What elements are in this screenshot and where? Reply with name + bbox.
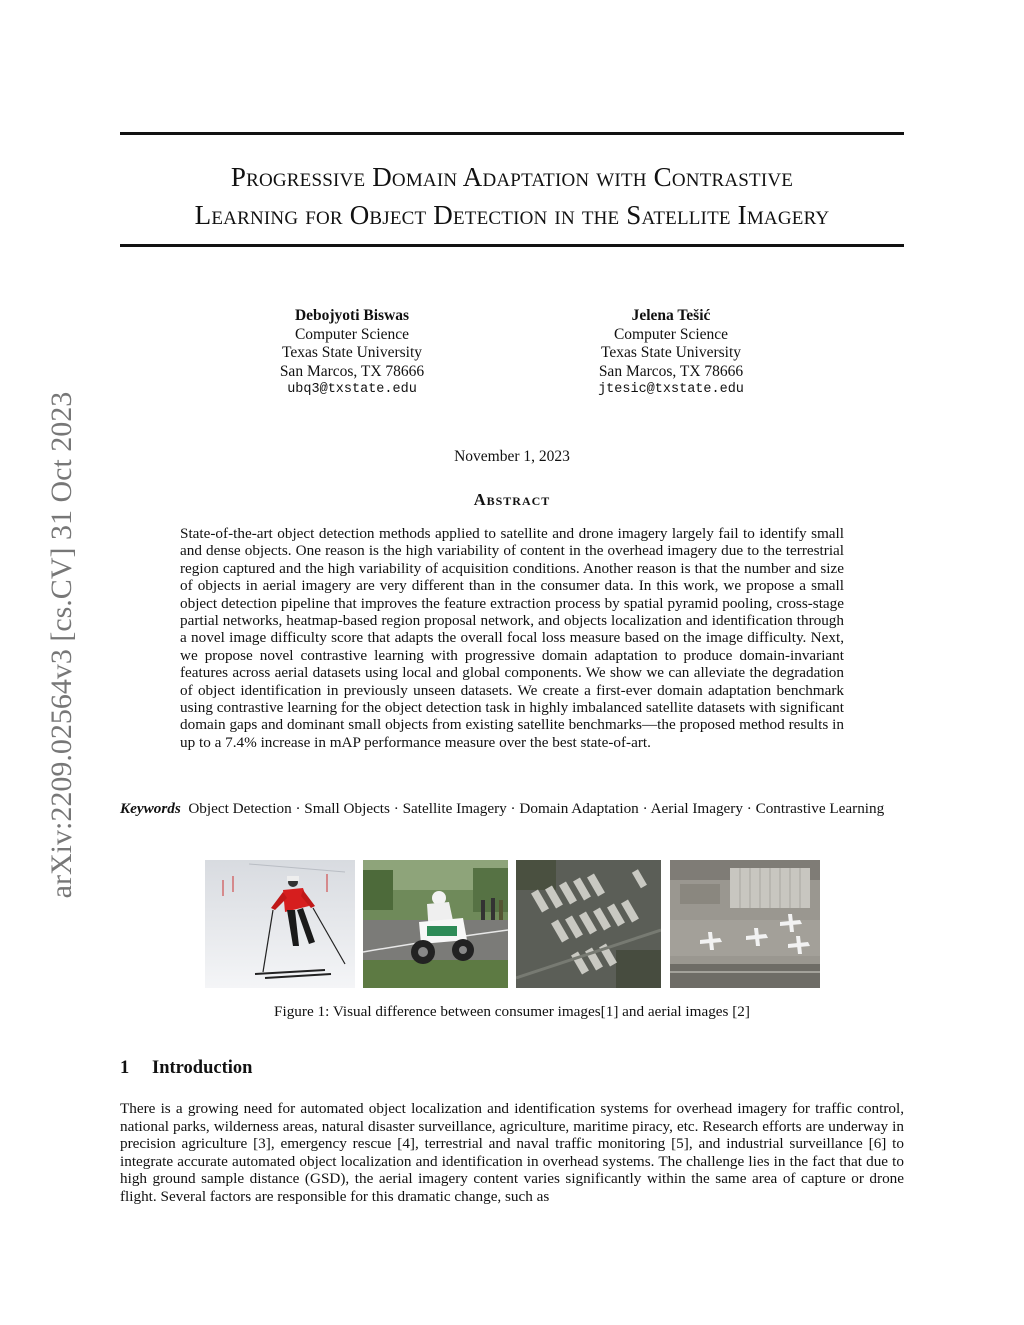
abstract-heading: Abstract [473,490,551,509]
author-email[interactable]: jtesic@txstate.edu [598,382,744,397]
keywords-text: Object Detection · Small Objects · Satellite Imagery · Domain Adaptation · Aerial Imagery · Contrastive Learning [188,800,885,817]
paper-title [120,158,904,234]
title-line-1: Progressive Domain Adaptation with Contrastive [230,162,794,192]
figure-image-motorcycle [363,860,513,988]
figure-image-skier [205,860,355,988]
author-name: Debojyoti Biswas [294,307,410,324]
author-dept: Computer Science [294,325,410,343]
section-title: Introduction [152,1058,253,1078]
figure-image-aerial-airport [670,860,820,988]
keywords [120,800,904,818]
author-address: San Marcos, TX 78666 [598,362,744,380]
figure-caption: Figure 1: Visual difference between consumer images[1] and aerial images [2] [274,1003,750,1020]
author-name: Jelena Tešić [631,307,711,324]
arxiv-side-stamp: arXiv:2209.02564v3 [cs.CV] 31 Oct 2023 [45,391,78,899]
title-rule-top [120,132,904,135]
author-dept: Computer Science [613,325,729,343]
author-univ: Texas State University [600,344,742,361]
author-block-1 [222,307,482,400]
author-email[interactable]: ubq3@txstate.edu [287,382,417,397]
section-number: 1 [120,1058,130,1078]
author-address: San Marcos, TX 78666 [279,362,425,380]
figure-image-aerial-bus-depot [516,860,666,988]
author-block-2 [541,307,801,400]
author-univ: Texas State University [281,344,423,361]
title-rule-bottom [120,244,904,247]
introduction-text: There is a growing need for automated object localization and identification systems for overhead imagery for traffic control, national parks, wilderness areas, natural disaster surveillance, agriculture, maritime piracy, etc. Research efforts are underway in precision agriculture [3], emergency rescue [4], terrestrial and naval traffic monitoring [5], and industrial surveillance [6] to integrate accurate automated object localization and identification in overhead systems. The challenge lies in the fact that due to high ground sample distance (GSD), the aerial imagery content varies significantly within the same area of capture or drone flight. Several factors are responsible for this dramatic change, such as [120,1100,904,1205]
section-heading-introduction [120,1058,252,1079]
title-line-2: Learning for Object Detection in the Satellite Imagery [194,200,830,230]
keywords-label: Keywords [120,800,181,817]
paper-date: November 1, 2023 [454,448,570,465]
abstract-text: State-of-the-art object detection methods applied to satellite and drone imagery largely fail to identify small and dense objects. One reason is the high variability of content in the overhead imagery due to the terrestrial region captured and the high variability of acquisition conditions. Another reason is that the number and size of objects in aerial imagery are very different than in the consumer data. In this work, we propose a small object detection pipeline that improves the feature extraction process by spatial pyramid pooling, cross-stage partial networks, heatmap-based region proposal network, and objects localization and identification through a novel image difficulty score that adapts the overall focal loss measure based on the image difficulty. Next, we propose novel contrastive learning with progressive domain adaptation to produce domain-invariant features across aerial datasets using local and global components. We show we can alleviate the degradation of object identification in previously unseen datasets. We create a first-ever domain adaptation benchmark using contrastive learning for the object detection task in highly imbalanced satellite datasets with significant domain gaps and dominant small objects from existing satellite benchmarks—the proposed method results in up to a 7.4% increase in mAP performance measure over the best state-of-art. [180,525,844,751]
